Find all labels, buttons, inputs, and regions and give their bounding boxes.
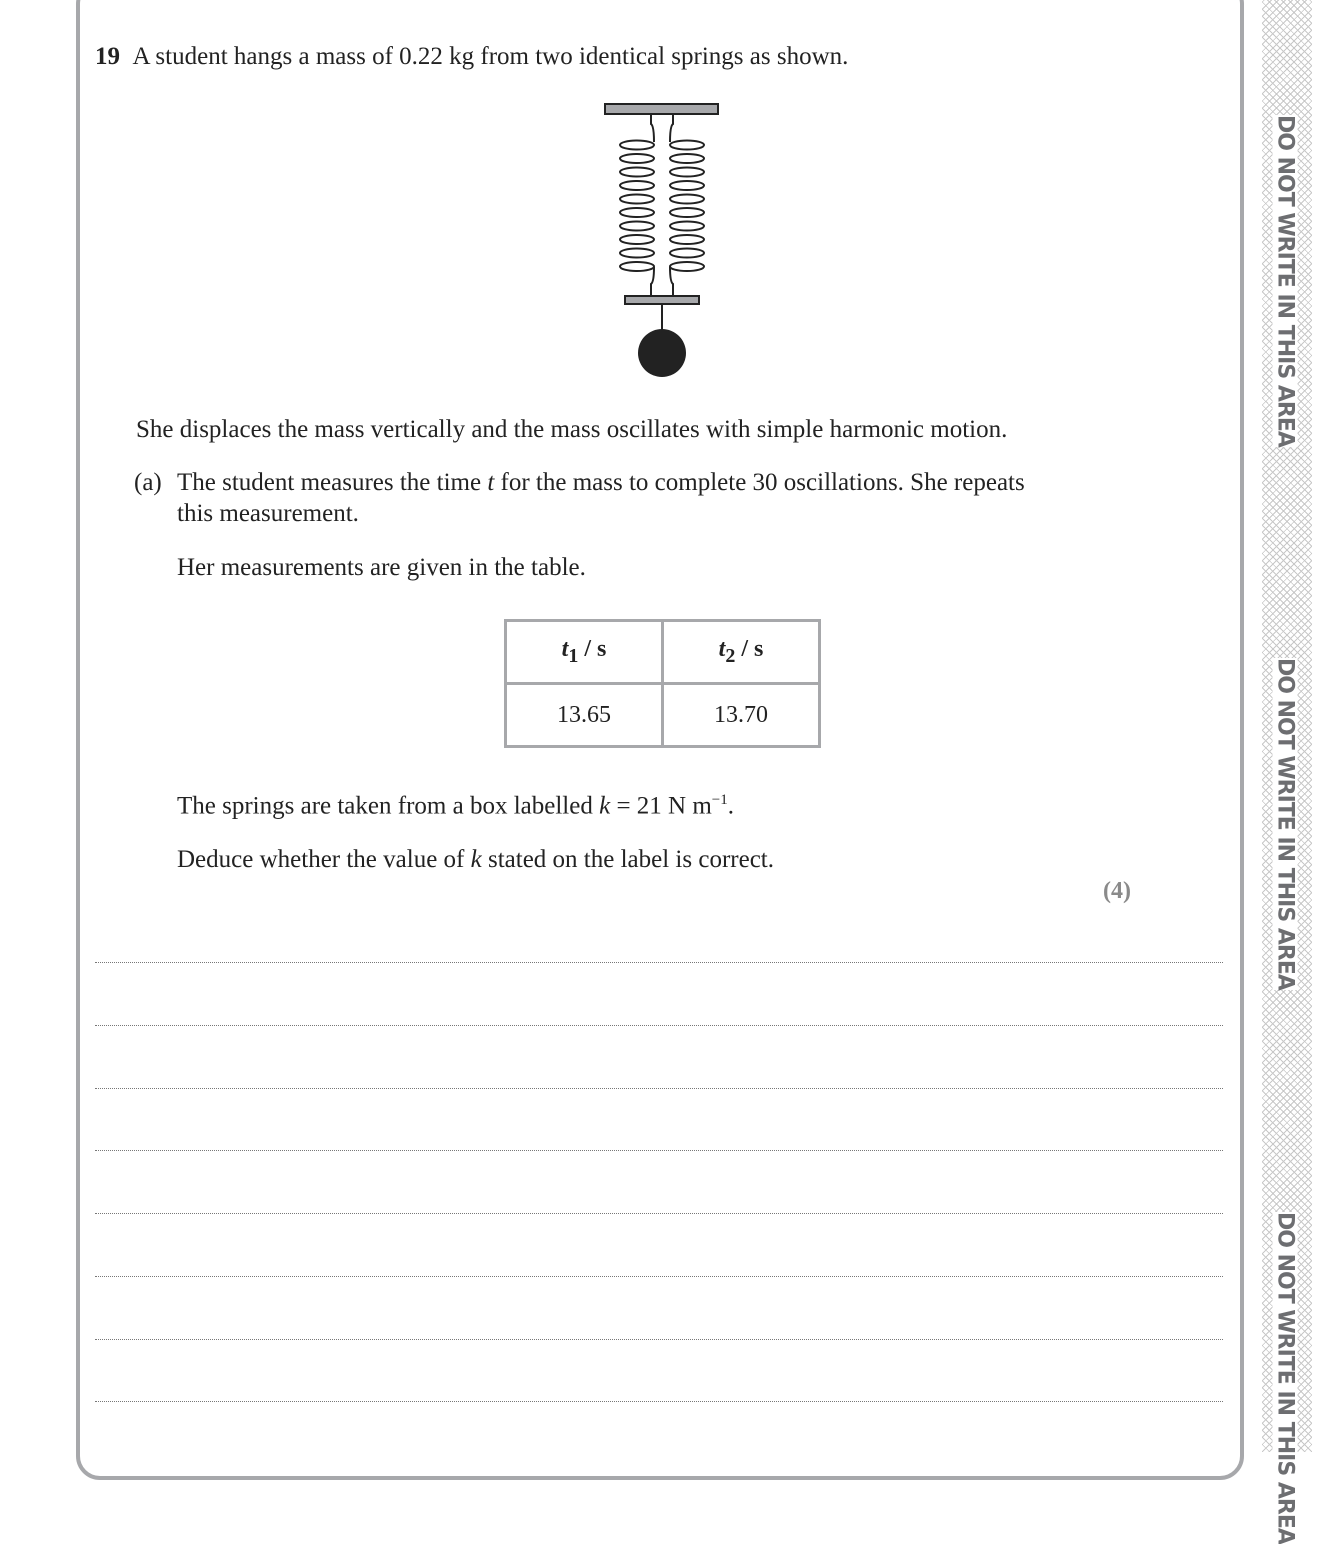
lower-bar [625,296,699,304]
intro-text: A student hangs a mass of 0.22 kg from two identical springs as shown. [132,43,849,70]
answer-line[interactable] [95,1401,1223,1402]
part-a-label: (a) [134,469,162,496]
value-t1: 13.65 [506,684,663,747]
part-a-line1: The student measures the time t for the mass to complete 30 oscillations. She repeats [177,469,1025,496]
deduce-text: Deduce whether the value of k stated on the label is correct. [177,846,774,873]
spring [670,114,704,296]
answer-line[interactable] [95,1150,1223,1151]
part-a-line2: this measurement. [177,500,359,527]
margin-warning: DO NOT WRITE IN THIS AREA [1272,1212,1298,1544]
answer-line[interactable] [95,962,1223,963]
mass [638,329,686,377]
table-intro: Her measurements are given in the table. [177,554,586,581]
answer-line[interactable] [95,1213,1223,1214]
support-bar [605,104,718,114]
answer-line[interactable] [95,1025,1223,1026]
header-t2: $t_2$ / s [663,621,820,684]
header-t1: $t_1$ / s [506,621,663,684]
question-19-intro [95,43,848,71]
label-text: The springs are taken from a box labelled k = 21 N $m^{-1}$. [177,792,735,820]
answer-line[interactable] [95,1339,1223,1340]
shm-text: She displaces the mass vertically and the mass oscillates with simple harmonic motion. [136,416,1008,443]
marks-indicator: (4) [1103,878,1131,904]
question-number: 19 [95,43,120,70]
measurements-table [504,619,821,748]
margin-warning: DO NOT WRITE IN THIS AREA [1272,115,1298,447]
spring-mass-diagram [600,100,730,380]
margin-warning: DO NOT WRITE IN THIS AREA [1272,658,1298,990]
answer-line[interactable] [95,1088,1223,1089]
spring [620,114,654,296]
value-t2: 13.70 [663,684,820,747]
answer-line[interactable] [95,1276,1223,1277]
